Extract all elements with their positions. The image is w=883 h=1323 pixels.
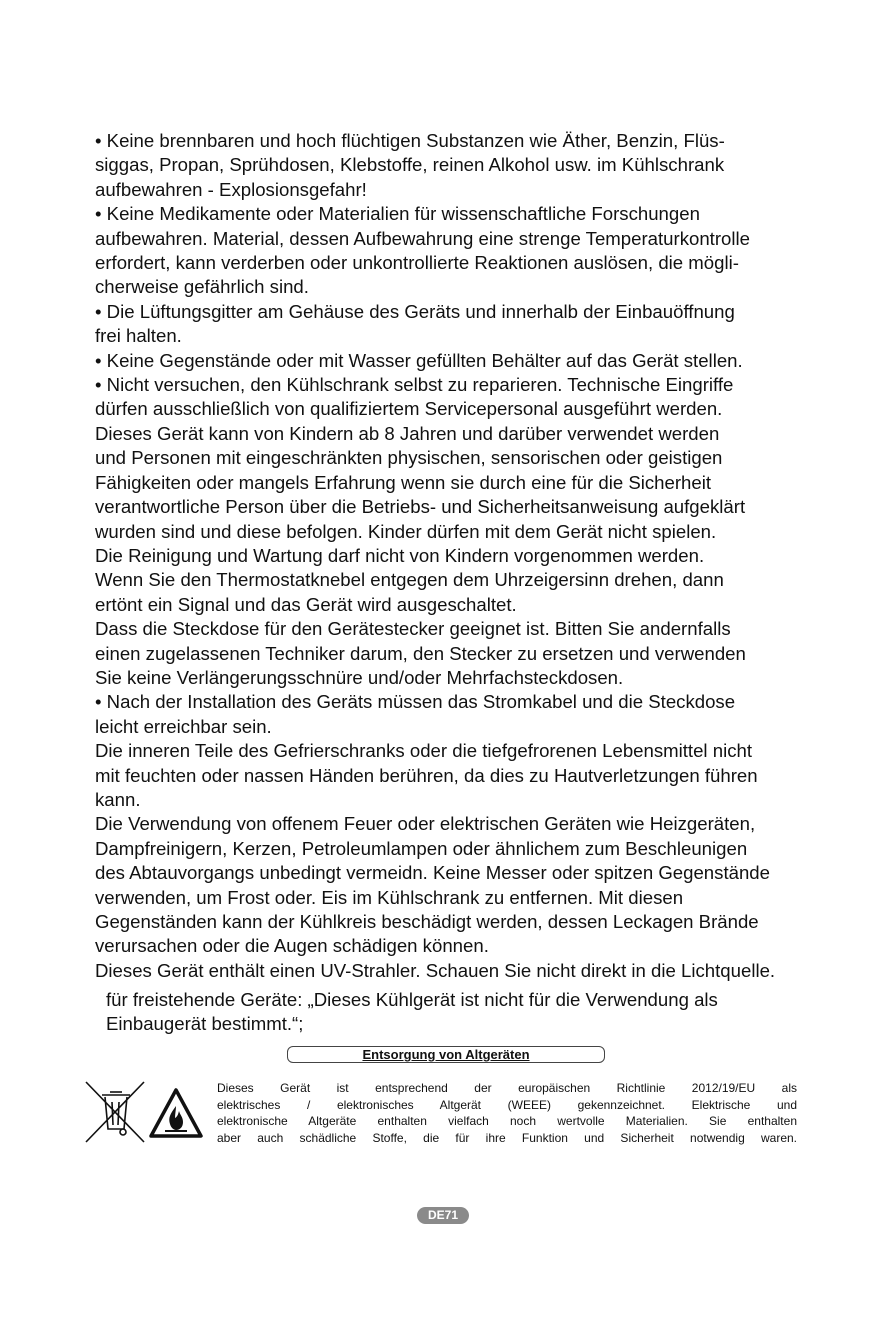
text-line: verantwortliche Person über die Betriebs- und Sicherheitsanweisung aufgeklärt — [95, 496, 746, 518]
text-line: • Nicht versuchen, den Kühlschrank selbst zu reparieren. Technische Eingriffe — [95, 374, 734, 396]
text-line: Gegenständen kann der Kühlkreis beschädigt werden, dessen Leckagen Brände — [95, 911, 759, 932]
text-line: Dieses Gerät ist entsprechend der europäischen Richtlinie 2012/19/EU als — [217, 1081, 797, 1095]
crossed-out-bin-icon — [80, 1080, 150, 1144]
text-line: aufbewahren - Explosionsgefahr! — [95, 178, 367, 200]
text-line: • Keine Medikamente oder Materialien für wissenschaftliche Forschungen — [95, 203, 700, 225]
text-line: Fähigkeiten oder mangels Erfahrung wenn sie durch eine für die Sicherheit — [95, 471, 712, 493]
text-line: elektrisches / elektronisches Altgerät (WEEE) gekennzeichnet. Elektrische und — [217, 1097, 797, 1112]
text-line: wurden sind und diese befolgen. Kinder dürfen mit dem Gerät nicht spielen. — [95, 520, 717, 542]
text-line: • Die Lüftungsgitter am Gehäuse des Geräts und innerhalb der Einbauöffnung — [95, 300, 735, 322]
text-line: leicht erreichbar sein. — [95, 715, 272, 737]
text-line: aufbewahren. Material, dessen Aufbewahrung eine strenge Temperaturkontrolle — [95, 227, 750, 249]
text-line: Die Reinigung und Wartung darf nicht von Kindern vorgenommen werden. — [95, 544, 705, 566]
text-line: erfordert, kann verderben oder unkontrollierte Reaktionen auslösen, die mögli- — [95, 252, 739, 274]
text-line: • Keine Gegenstände oder mit Wasser gefüllten Behälter auf das Gerät stellen. — [95, 349, 743, 371]
text-line: kann. — [95, 788, 141, 810]
text-line: verursachen oder die Augen schädigen können. — [95, 935, 489, 957]
text-line: und Personen mit eingeschränkten physischen, sensorischen oder geistigen — [95, 447, 723, 469]
text-line: Dampfreinigern, Kerzen, Petroleumlampen oder ähnlichem zum Beschleunigen — [95, 837, 748, 859]
text-line: Die inneren Teile des Gefrierschranks oder die tiefgefrorenen Lebensmittel nicht — [95, 740, 752, 762]
text-line: dürfen ausschließlich von qualifiziertem Servicepersonal ausgeführt werden. — [95, 398, 723, 420]
text-line: • Nach der Installation des Geräts müssen das Stromkabel und die Steckdose — [95, 691, 736, 713]
text-line: Einbaugerät bestimmt.“; — [106, 1013, 304, 1035]
text-line: • Keine brennbaren und hoch flüchtigen Substanzen wie Äther, Benzin, Flüs- — [95, 130, 725, 151]
text-line: aber auch schädliche Stoffe, die für ihre Funktion und Sicherheit notwendig waren. — [217, 1130, 797, 1145]
text-line: Dass die Steckdose für den Gerätestecker geeignet ist. Bitten Sie andernfalls — [95, 618, 731, 640]
text-line: ertönt ein Signal und das Gerät wird ausgeschaltet. — [95, 593, 517, 615]
text-line: Dieses Gerät kann von Kindern ab 8 Jahren und darüber verwendet werden — [95, 422, 720, 444]
page-number: DE71 — [417, 1207, 469, 1224]
text-line: Die Verwendung von offenem Feuer oder elektrischen Geräten wie Heizgeräten, — [95, 813, 756, 835]
text-line: für freistehende Geräte: „Dieses Kühlgerät ist nicht für die Verwendung als — [106, 989, 718, 1010]
text-line: frei halten. — [95, 325, 182, 347]
safety-instructions — [95, 129, 835, 983]
text-line: des Abtauvorgangs unbedingt vermeidn. Keine Messer oder spitzen Gegenstände — [95, 862, 770, 884]
flammable-warning-icon — [148, 1087, 204, 1139]
text-line: cherweise gefährlich sind. — [95, 276, 309, 298]
text-line: elektronische Altgeräte enthalten vielfach noch wertvolle Materialien. Sie enthalten — [217, 1114, 797, 1128]
text-line: mit feuchten oder nassen Händen berühren, da dies zu Hautverletzungen führen — [95, 764, 758, 786]
text-line: siggas, Propan, Sprühdosen, Klebstoffe, reinen Alkohol usw. im Kühlschrank — [95, 154, 725, 176]
text-line: Dieses Gerät enthält einen UV-Strahler. Schauen Sie nicht direkt in die Lichtquelle. — [95, 959, 776, 981]
text-line: Sie keine Verlängerungsschnüre und/oder Mehrfachsteckdosen. — [95, 666, 624, 688]
text-line: verwenden, um Frost oder. Eis im Kühlschrank zu entfernen. Mit diesen — [95, 886, 684, 908]
disposal-text — [217, 1080, 797, 1146]
section-heading: Entsorgung von Altgeräten — [287, 1046, 605, 1063]
text-line: einen zugelassenen Techniker darum, den Stecker zu ersetzen und verwenden — [95, 642, 746, 664]
freestanding-note — [106, 988, 826, 1037]
text-line: Wenn Sie den Thermostatknebel entgegen dem Uhrzeigersinn drehen, dann — [95, 569, 724, 591]
